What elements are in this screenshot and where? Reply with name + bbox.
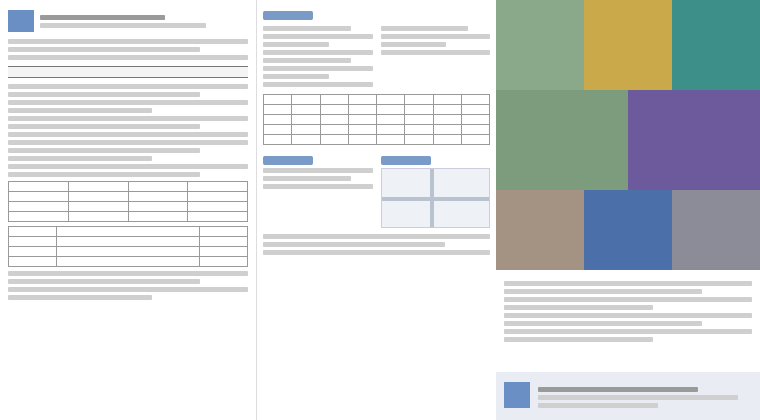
schedule-table — [8, 181, 248, 222]
bulletin-news-panel — [0, 0, 256, 420]
church-photo-thumbnail — [8, 10, 34, 32]
offering-table — [263, 94, 490, 145]
location-map — [381, 168, 491, 228]
staff-list — [263, 234, 490, 255]
cover-photo — [672, 190, 760, 270]
cover-tile — [584, 0, 672, 90]
cover-footer — [496, 372, 760, 420]
section-heading — [263, 11, 313, 20]
info-row — [263, 151, 490, 228]
bulletin-cover-panel — [496, 0, 760, 420]
cover-text-block — [504, 278, 752, 345]
group-list — [263, 23, 490, 90]
cover-tile — [628, 90, 760, 190]
cover-photo — [496, 0, 584, 90]
news-header — [8, 6, 248, 36]
closing-notes — [8, 271, 248, 300]
announcement-list — [8, 84, 248, 177]
cover-photo — [496, 90, 628, 190]
cover-photo — [496, 190, 584, 270]
intro-paragraph — [8, 39, 248, 60]
bulletin-roster-panel — [256, 0, 496, 420]
event-table — [8, 226, 248, 267]
attendance-banner — [8, 66, 248, 78]
cover-tile — [672, 0, 760, 90]
news-title-area — [40, 12, 248, 31]
church-logo — [504, 382, 530, 408]
cover-tile — [584, 190, 672, 270]
